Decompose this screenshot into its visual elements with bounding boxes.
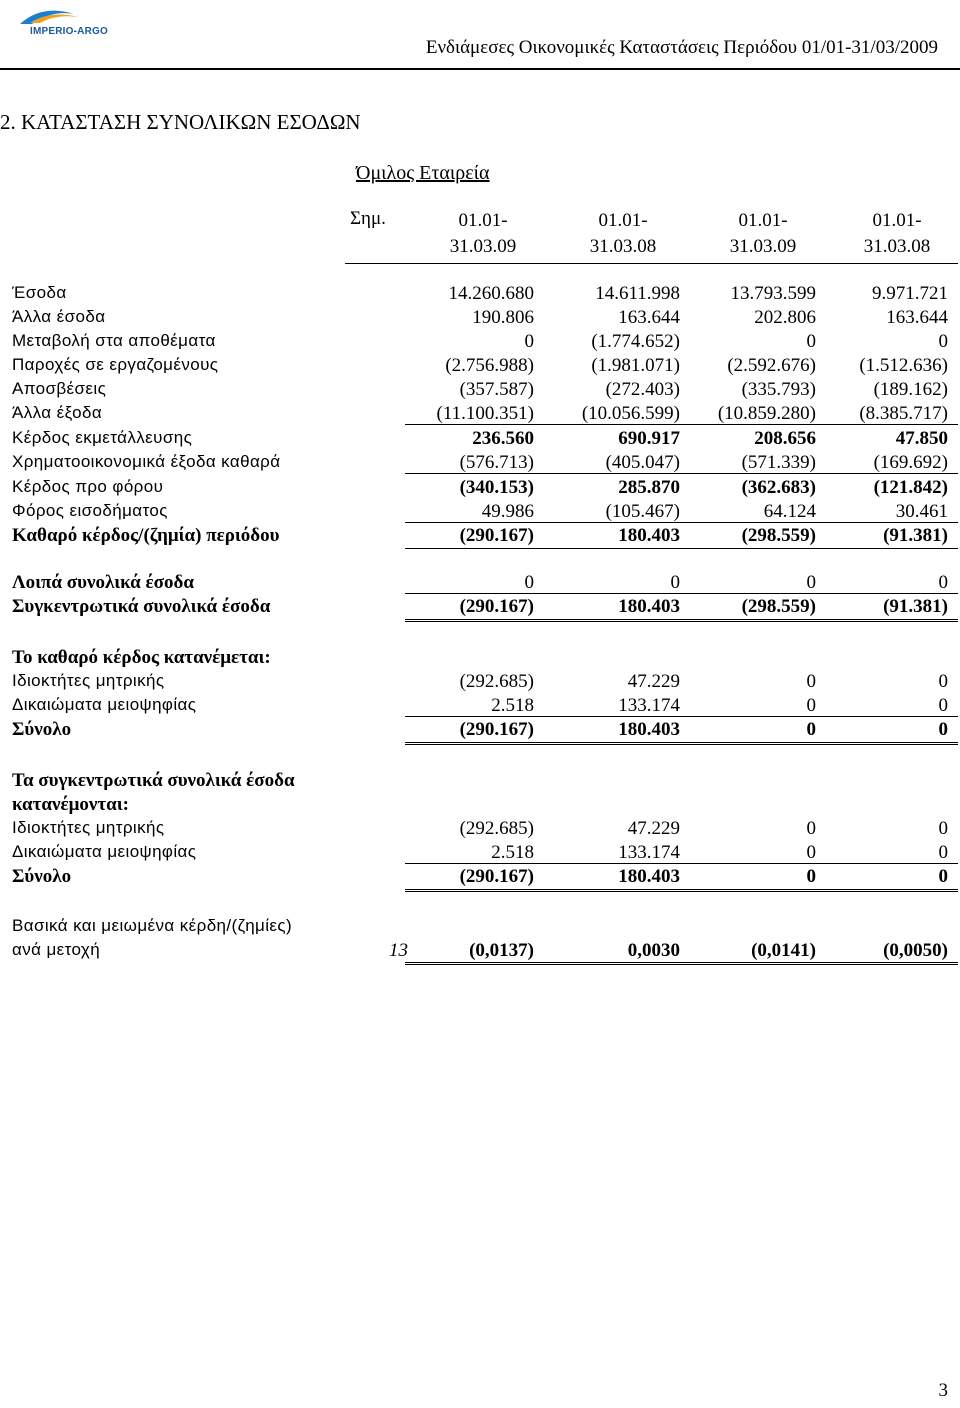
value-cell: 690.917 <box>618 428 680 449</box>
table-row <box>12 719 958 743</box>
value-cell: 133.174 <box>618 842 680 863</box>
row-label: Ιδιοκτήτες μητρικής <box>12 671 165 690</box>
value-cell: 47.229 <box>627 818 680 839</box>
value-cell: 190.806 <box>472 307 534 328</box>
value-cell: (121.842) <box>873 477 948 498</box>
table-row <box>12 477 958 501</box>
value-cell: (298.559) <box>741 596 816 617</box>
value-cell: (10.859.280) <box>717 403 816 424</box>
row-label: Δικαιώματα μειοψηφίας <box>12 695 197 714</box>
subtotal-underline <box>405 593 958 594</box>
value-cell: 47.850 <box>895 428 948 449</box>
value-cell: 14.611.998 <box>595 283 680 304</box>
value-cell: 0,0030 <box>627 940 680 961</box>
value-cell: 180.403 <box>618 866 680 887</box>
value-cell: (0,0050) <box>883 940 948 961</box>
column-header-line2: 31.03.09 <box>449 236 517 257</box>
table-row <box>12 428 958 452</box>
column-header-line2: 31.03.08 <box>863 236 931 257</box>
value-cell: 2.518 <box>491 842 534 863</box>
value-cell: (1.774.652) <box>591 331 680 352</box>
table-row <box>12 525 958 549</box>
value-cell: 202.806 <box>754 307 816 328</box>
value-cell: 0 <box>938 842 948 863</box>
value-cell: 14.260.680 <box>448 283 534 304</box>
value-cell: (105.467) <box>605 501 680 522</box>
value-cell: 208.656 <box>754 428 816 449</box>
subtotal-underline <box>405 863 958 864</box>
value-cell: 0 <box>938 719 948 740</box>
column-header-underline <box>345 263 958 264</box>
row-label: Άλλα έξοδα <box>12 403 103 422</box>
row-label: Το καθαρό κέρδος κατανέμεται: <box>12 647 271 668</box>
table-row <box>12 283 958 307</box>
value-cell: 0 <box>938 671 948 692</box>
grand-total-double-underline <box>405 962 958 965</box>
value-cell: 180.403 <box>618 596 680 617</box>
value-cell: (272.403) <box>605 379 680 400</box>
value-cell: 0 <box>938 866 948 887</box>
section-title: 2. ΚΑΤΑΣΤΑΣΗ ΣΥΝΟΛΙΚΩΝ ΕΣΟΔΩΝ <box>0 110 361 134</box>
column-header-company-2009 <box>718 208 808 260</box>
group-heading: Όμιλος Εταιρεία <box>356 162 490 184</box>
row-label: Αποσβέσεις <box>12 379 107 398</box>
column-header-line1: 01.01- <box>458 210 508 231</box>
row-label: Ιδιοκτήτες μητρικής <box>12 818 165 837</box>
value-cell: 64.124 <box>763 501 816 522</box>
row-label: κατανέμονται: <box>12 794 129 815</box>
value-cell: (189.162) <box>873 379 948 400</box>
value-cell: 0 <box>938 572 948 593</box>
value-cell: 0 <box>806 695 816 716</box>
value-cell: (1.981.071) <box>591 355 680 376</box>
column-header-group-2008 <box>578 208 668 260</box>
row-label: Δικαιώματα μειοψηφίας <box>12 842 197 861</box>
value-cell: 180.403 <box>618 719 680 740</box>
value-cell: 163.644 <box>618 307 680 328</box>
value-cell: 49.986 <box>481 501 534 522</box>
table-row <box>12 331 958 355</box>
row-label: Τα συγκεντρωτικά συνολικά έσοδα <box>12 770 295 791</box>
column-header-line2: 31.03.09 <box>729 236 797 257</box>
row-label: Κέρδος εκμετάλλευσης <box>12 428 193 447</box>
row-label: Χρηματοοικονομικά έξοδα καθαρά <box>12 452 281 471</box>
row-label: Μεταβολή στα αποθέματα <box>12 331 216 350</box>
table-row <box>12 355 958 379</box>
value-cell: (290.167) <box>459 719 534 740</box>
value-cell: (335.793) <box>741 379 816 400</box>
column-header-group-2009 <box>438 208 528 260</box>
value-cell: 163.644 <box>886 307 948 328</box>
page-number: 3 <box>938 1380 948 1401</box>
value-cell: (292.685) <box>459 671 534 692</box>
row-label: Άλλα έσοδα <box>12 307 106 326</box>
value-cell: 0 <box>806 818 816 839</box>
table-row <box>12 379 958 403</box>
table-row <box>12 818 958 842</box>
value-cell: (91.381) <box>883 596 948 617</box>
value-cell: (1.512.636) <box>859 355 948 376</box>
subtotal-underline <box>405 716 958 717</box>
value-cell: (11.100.351) <box>436 403 534 424</box>
row-label: Κέρδος προ φόρου <box>12 477 164 496</box>
value-cell: (169.692) <box>873 452 948 473</box>
value-cell: 0 <box>938 331 948 352</box>
value-cell: 0 <box>806 842 816 863</box>
note-column-header: Σημ. <box>350 208 386 229</box>
value-cell: 0 <box>524 572 534 593</box>
grand-total-double-underline <box>405 619 958 622</box>
value-cell: 0 <box>670 572 680 593</box>
subtotal-underline <box>405 522 958 523</box>
value-cell: 13.793.599 <box>730 283 816 304</box>
value-cell: (357.587) <box>459 379 534 400</box>
note-reference: 13 <box>389 940 408 961</box>
column-header-line1: 01.01- <box>872 210 922 231</box>
value-cell: (292.685) <box>459 818 534 839</box>
column-header-line1: 01.01- <box>598 210 648 231</box>
row-label: Φόρος εισοδήματος <box>12 501 168 520</box>
document-header-title: Ενδιάμεσες Οικονομικές Καταστάσεις Περιόδου 01/01-31/03/2009 <box>425 37 938 58</box>
value-cell: (0,0141) <box>751 940 816 961</box>
subtotal-underline <box>405 473 958 474</box>
value-cell: 0 <box>938 818 948 839</box>
value-cell: (91.381) <box>883 525 948 546</box>
value-cell: (290.167) <box>459 525 534 546</box>
company-logo <box>12 4 112 40</box>
table-row <box>12 671 958 695</box>
value-cell: (290.167) <box>459 596 534 617</box>
row-label: ανά μετοχή <box>12 940 101 959</box>
value-cell: 47.229 <box>627 671 680 692</box>
value-cell: (340.153) <box>459 477 534 498</box>
value-cell: (2.592.676) <box>727 355 816 376</box>
value-cell: 180.403 <box>618 525 680 546</box>
value-cell: 236.560 <box>472 428 534 449</box>
total-underline <box>405 548 958 549</box>
value-cell: (405.047) <box>605 452 680 473</box>
row-label: Καθαρό κέρδος/(ζημία) περιόδου <box>12 525 280 546</box>
value-cell: 285.870 <box>618 477 680 498</box>
section-subheading <box>12 916 958 940</box>
value-cell: 0 <box>806 719 816 740</box>
value-cell: (362.683) <box>741 477 816 498</box>
value-cell: 0 <box>524 331 534 352</box>
value-cell: (0,0137) <box>469 940 534 961</box>
table-row <box>12 940 958 964</box>
value-cell: (2.756.988) <box>445 355 534 376</box>
row-label: Λοιπά συνολικά έσοδα <box>12 572 194 593</box>
value-cell: 9.971.721 <box>872 283 948 304</box>
value-cell: (298.559) <box>741 525 816 546</box>
row-label: Σύνολο <box>12 719 72 740</box>
value-cell: (290.167) <box>459 866 534 887</box>
table-row <box>12 866 958 890</box>
logo-text: IMPERIO-ARGO <box>30 26 108 37</box>
column-header-company-2008 <box>852 208 942 260</box>
grand-total-double-underline <box>405 889 958 892</box>
column-header-line1: 01.01- <box>738 210 788 231</box>
section-subheading <box>12 647 958 671</box>
value-cell: (571.339) <box>741 452 816 473</box>
value-cell: 133.174 <box>618 695 680 716</box>
row-label: Σύνολο <box>12 866 72 887</box>
section-subheading <box>12 770 958 794</box>
row-label: Συγκεντρωτικά συνολικά έσοδα <box>12 596 271 617</box>
value-cell: (576.713) <box>459 452 534 473</box>
value-cell: 0 <box>938 695 948 716</box>
row-label: Βασικά και μειωμένα κέρδη/(ζημίες) <box>12 916 293 935</box>
subtotal-underline <box>405 424 958 425</box>
value-cell: 0 <box>806 866 816 887</box>
value-cell: 2.518 <box>491 695 534 716</box>
value-cell: 0 <box>806 331 816 352</box>
value-cell: 30.461 <box>895 501 948 522</box>
column-header-line2: 31.03.08 <box>589 236 657 257</box>
grand-total-double-underline <box>405 742 958 745</box>
section-subheading <box>12 794 958 818</box>
value-cell: 0 <box>806 671 816 692</box>
value-cell: 0 <box>806 572 816 593</box>
value-cell: (8.385.717) <box>859 403 948 424</box>
header-divider <box>0 68 960 70</box>
row-label: Παροχές σε εργαζομένους <box>12 355 219 374</box>
table-row <box>12 596 958 620</box>
table-row <box>12 307 958 331</box>
value-cell: (10.056.599) <box>581 403 680 424</box>
row-label: Έσοδα <box>12 283 67 302</box>
